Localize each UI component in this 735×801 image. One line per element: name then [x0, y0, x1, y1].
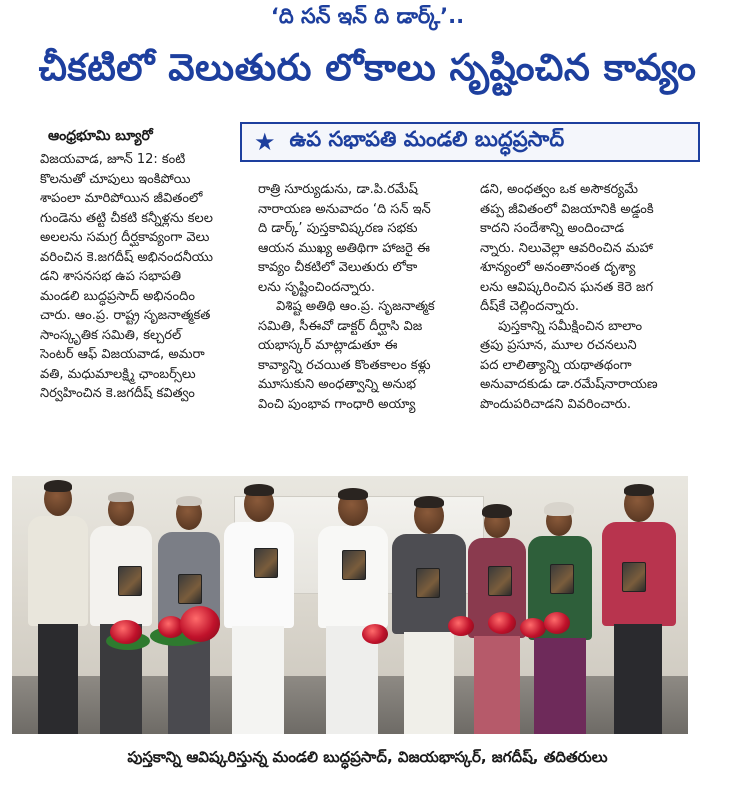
text-line: త్రపు ప్రసూన, మూల రచనలుని [480, 338, 637, 353]
person [22, 476, 92, 734]
text-line: శాపంలా మారిపోయిన జీవితంలో [40, 191, 203, 206]
text-line: సమితి, సీఈవో డాక్టర్ దీర్ఘాసి విజ [258, 318, 423, 334]
text-line: మూసుకుని అంధత్వాన్ని అనుభ [258, 377, 416, 392]
person [386, 476, 470, 734]
text-line: సెంటర్ ఆఫ్ విజయవాడ, అమరా [40, 347, 205, 362]
subheadline-text: ఉప సభాపతి మండలి బుద్ధప్రసాద్ [289, 127, 565, 151]
text-line: అలలను సమగ్ర దీర్ఘకావ్యంగా వెలు [40, 230, 210, 245]
person [524, 476, 594, 734]
event-photo [12, 476, 688, 734]
subheadline-box [240, 122, 700, 162]
book [254, 548, 278, 578]
person [464, 476, 528, 734]
book [118, 566, 142, 596]
star-icon: ★ [254, 128, 276, 156]
text-line: పొందుపరిచాడని వివరించారు. [480, 396, 631, 412]
text-line: కాదని సందేశాన్ని అందించాడ [480, 221, 625, 236]
text-line: కావ్యాన్ని రచయిత కొంతకాలం కళ్లు [258, 357, 431, 373]
text-line: యభాస్కర్ మాట్లాడుతూ ఈ [258, 338, 398, 353]
text-line: వతి, మధుమాలక్ష్మి ఛాంబర్స్‌లు [40, 366, 196, 382]
text-line: చారు. ఆం.ప్ర. రాష్ట్ర సృజనాత్మకత [40, 308, 211, 323]
text-line: నారాయణ అనువాదం ‘ది సన్ ఇన్ [258, 201, 431, 217]
text-line: కావ్యం చీకటిలో వెలుతురు లోకా [258, 260, 418, 275]
text-line: అనువాదకుడు డా.రమేష్‌నారాయణ [480, 377, 658, 392]
text-line: పుస్తకాన్ని సమీక్షించిన బాలాం [498, 318, 643, 334]
flower-bouquet [362, 624, 388, 644]
text-line: మండలి బుద్ధప్రసాద్ అభినందిం [40, 288, 195, 304]
text-line: దీష్‌కే చెల్లిందన్నారు. [480, 299, 580, 314]
flower-bouquet [488, 612, 516, 634]
text-line: కొలనుతో చూపులు ఇంకిపోయి [40, 171, 191, 187]
text-line: సాంస్కృతిక సమితి, కల్చరల్ [40, 327, 182, 343]
flower-bouquet [180, 606, 220, 642]
book [416, 568, 440, 598]
flower-bouquet [544, 612, 570, 634]
photo-caption: పుస్తకాన్ని ఆవిష్కరిస్తున్న మండలి బుద్ధప్రసాద్, విజయభాస్కర్, జగదీష్, తదితరులు [127, 748, 608, 766]
text-line: లను సృష్టించిందన్నారు. [258, 279, 375, 295]
text-line: డని శాసనసభ ఉప సభాపతి [40, 269, 182, 284]
text-line: విశిష్ట అతిథి ఆం.ప్ర. సృజనాత్మక [276, 299, 435, 314]
text-line: రాత్రి సూర్యుడును, డా.పి.రమేష్ [258, 182, 418, 197]
main-headline: చీకటిలో వెలుతురు లోకాలు సృష్టించిన కావ్యం [38, 46, 697, 89]
person [84, 476, 156, 734]
person [152, 476, 224, 734]
book [488, 566, 512, 596]
book [342, 550, 366, 580]
article-column-1 [40, 150, 235, 404]
book [550, 564, 574, 594]
text-line: ది డార్క్’ పుస్తకావిష్కరణ సభకు [258, 221, 418, 236]
flower-bouquet [520, 618, 546, 638]
text-line: లను ఆవిష్కరించిన ఘనత కెరె జగ [480, 279, 654, 295]
text-line: వించి పుంభావ గాంధారి అయ్యా [258, 396, 416, 412]
text-line: డని, అంధత్వం ఒక అసౌకర్యమే [480, 182, 638, 197]
text-line: విజయవాడ, జూన్ 12: కంటి [40, 152, 186, 167]
book [178, 574, 202, 604]
book [622, 562, 646, 592]
text-line: నిర్వహించిన కె.జగదీష్ కవిత్వం [40, 386, 195, 401]
person [218, 476, 298, 734]
text-line: న్నారు. నిలువెల్లా ఆవరించిన మహా [480, 240, 653, 256]
text-line: తప్ప జీవితంలో విజయానికి అడ్డంకి [480, 201, 654, 217]
text-line: ఆయన ముఖ్య అతిథిగా హాజరై ఈ [258, 240, 430, 256]
byline: ఆంధ్రభూమి బ్యూరో [48, 128, 153, 144]
text-line: శూన్యంలో అనంతానంత దృశ్యా [480, 260, 636, 275]
text-line: గుండెను తట్టి చీకటి కన్నీళ్లను కలల [40, 210, 213, 226]
kicker-headline: ‘ది సన్ ఇన్ ది డార్క్’.. [270, 4, 465, 28]
article-column-2 [258, 180, 464, 414]
person [596, 476, 680, 734]
flower-bouquet [110, 620, 142, 644]
text-line: వరించిన కె.జగదీష్ అభినందనీయు [40, 249, 213, 265]
person [312, 476, 392, 734]
article-column-3 [480, 180, 690, 414]
text-line: పద లాలిత్యాన్ని యథాతథంగా [480, 357, 632, 373]
flower-bouquet [448, 616, 474, 636]
